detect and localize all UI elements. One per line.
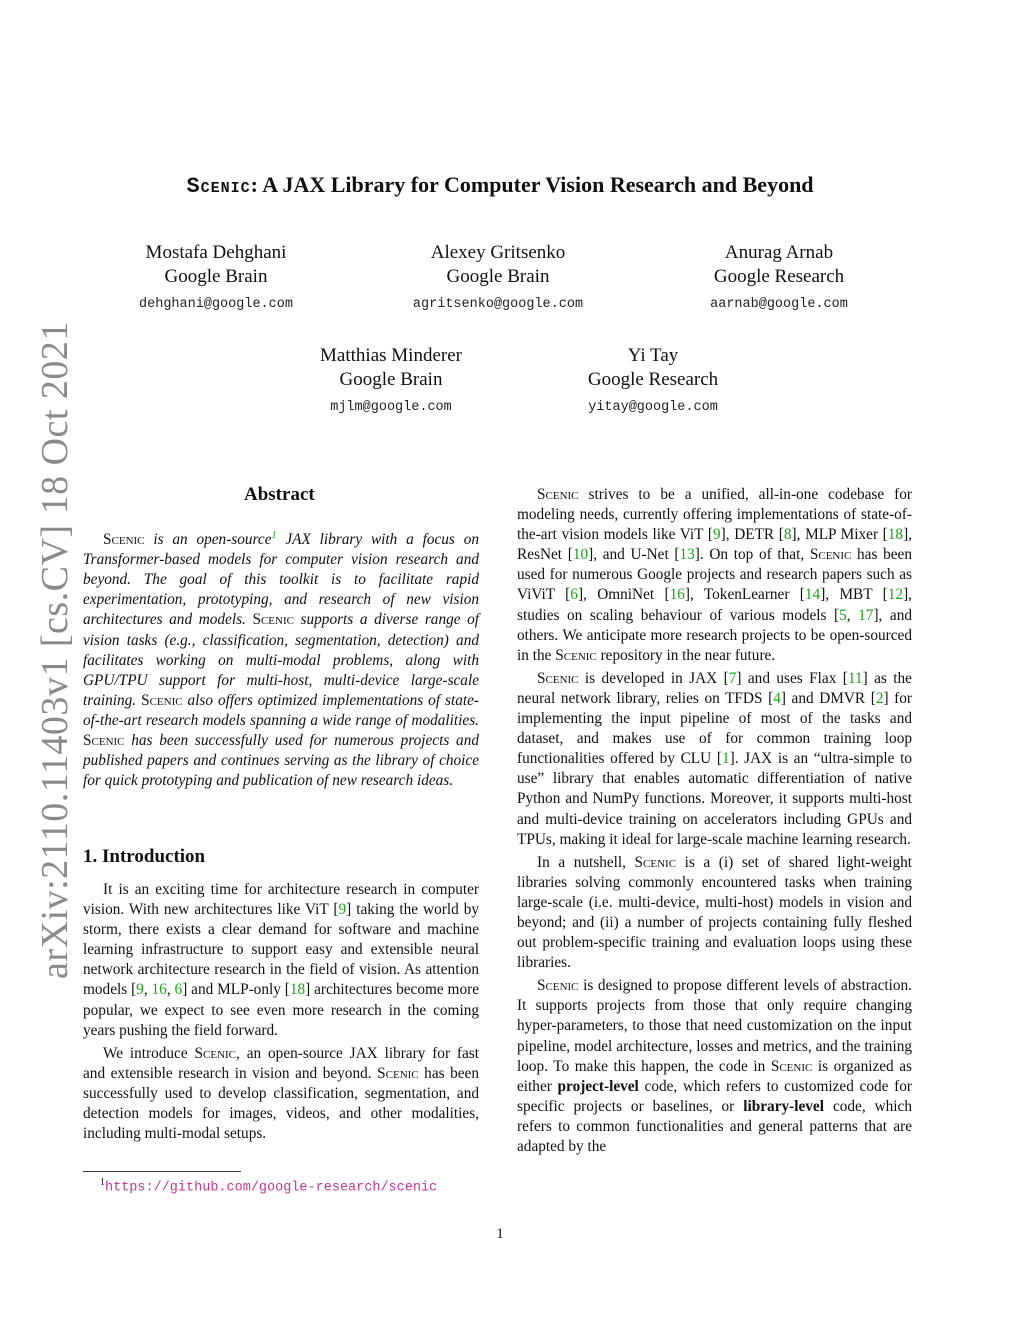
author-email[interactable]: yitay@google.com — [588, 400, 718, 415]
author-affiliation: Google Brain — [339, 369, 443, 390]
cite-18[interactable]: 18 — [289, 981, 306, 999]
cite-6[interactable]: 6 — [570, 586, 578, 604]
introduction-heading: 1. Introduction — [83, 846, 206, 867]
cite-12[interactable]: 12 — [887, 586, 904, 604]
author-email[interactable]: mjlm@google.com — [330, 400, 452, 415]
cite-9[interactable]: 9 — [712, 526, 721, 544]
paper-title — [0, 172, 1000, 199]
author-name: Matthias Minderer — [320, 345, 462, 366]
cite-10[interactable]: 10 — [572, 546, 589, 564]
author-name: Yi Tay — [627, 345, 679, 366]
author-email[interactable]: dehghani@google.com — [139, 297, 293, 312]
cite-13[interactable]: 13 — [679, 546, 695, 564]
right-column-text: Scenic strives to be a unified, all-in-one codebase for modeling needs, currently offering implementations of state-of-the-art vision models like ViT [9], DETR [8], MLP Mixer [18], ResNet [10], and U-Net [13]. On top of that, Scenic has been used for numerous Google projects and research papers such as ViViT [6], OmniNet [16], TokenLearner [14], MBT [12], studies on scaling behaviour of various models [5, 17], and others. We anticipate more research projects to be open-sourced in the Scenic repository in the near future. Scenic is developed in JAX [7] and uses Flax [11] as the neural network library, relies on TFDS [4] and DMVR [2] for implementing the input pipeline of most of the tasks and dataset, and makes use of for common training loop functionalities offered by CLU [1]. JAX is an “ultra-simple to use” library that enables automatic differentiation of native Python and NumPy functions. Moreover, it supports multi-host and multi-device training on accelerators including GPUs and TPUs, making it ideal for large-scale machine learning research. In a nutshell, Scenic is a (i) set of shared light-weight libraries solving commonly encountered tasks when training large-scale (i.e. multi-device, multi-host) models in vision and beyond; and (ii) a number of projects containing fully fleshed out problem-specific training and evaluation loops using these libraries. Scenic is designed to propose different levels of abstraction. It supports projects from those that only require changing hyper-parameters, to those that need customization on the input pipeline, model architecture, losses and metrics, and the training loop. To make this happen, the code in Scenic is organized as either project-level code, which refers to customized code for specific projects or baselines, or library-level code, which refers to common functionalities and general patterns that are adapted by the — [517, 486, 912, 1155]
abstract-text: Scenic is an open-source$^1$ JAX library with a focus on Transformer-based models for computer vision research and beyond. The goal of this toolkit is to facilitate rapid experimentation, prototyping, and research of new vision architectures and models. Scenic supports a diverse range of vision tasks (e.g., classification, segmentation, detection) and facilitates working on multi-modal problems, along with GPU/TPU support for multi-host, multi-device large-scale training. Scenic also offers optimized implementations of state-of-the-art research models spanning a wide range of modalities. Scenic has been successfully used for numerous projects and published papers and continues serving as the library of choice for quick prototyping and publication of new research ideas. — [83, 530, 480, 790]
author-name: Anurag Arnab — [724, 242, 834, 263]
author-affiliation: Google Brain — [164, 266, 268, 287]
cite-14[interactable]: 14 — [804, 586, 821, 604]
author-minderer — [251, 344, 531, 420]
cite-16[interactable]: 16 — [151, 981, 167, 999]
footnote-url[interactable]: https://github.com/google-research/scenic — [105, 1180, 438, 1196]
cite-9[interactable]: 9 — [338, 901, 347, 919]
author-affiliation: Google Research — [587, 369, 719, 390]
author-affiliation: Google Brain — [446, 266, 550, 287]
cite-9[interactable]: 9 — [136, 981, 144, 999]
cite-11[interactable]: 11 — [847, 669, 863, 687]
title-rest: : A JAX Library for Computer Vision Research and Beyond — [250, 172, 814, 197]
cite-17[interactable]: 17 — [858, 606, 874, 624]
introduction-text: It is an exciting time for architecture research in computer vision. With new architectures like ViT [9] taking the world by storm, there exists a clear demand for software and machine learning infrastructure to support easy and extensible neural network architecture research in the field of vision. As attention models [9, 16, 6] and MLP-only [18] architectures become more popular, we expect to see even more research in the coming years pushing the field forward. We introduce Scenic, an open-source JAX library for fast and extensible research in vision and beyond. Scenic has been successfully used to develop classification, segmentation, and detection models for images, videos, and other modalities, including multi-modal setups. — [83, 881, 480, 1143]
cite-16[interactable]: 16 — [669, 586, 685, 604]
cite-5[interactable]: 5 — [839, 606, 847, 624]
cite-4[interactable]: 4 — [773, 689, 781, 707]
author-email[interactable]: agritsenko@google.com — [412, 297, 584, 312]
author-tay — [513, 344, 793, 420]
footnote-mark: 1 — [100, 1177, 105, 1188]
author-affiliation: Google Research — [713, 266, 845, 287]
footnote-rule — [83, 1171, 241, 1172]
footnote — [100, 1177, 437, 1196]
author-email[interactable]: aarnab@google.com — [710, 297, 848, 312]
author-name: Mostafa Dehghani — [145, 242, 287, 263]
author-arnab — [639, 241, 919, 317]
cite-7[interactable]: 7 — [728, 669, 737, 687]
page-number: 1 — [496, 1226, 504, 1242]
abstract-heading: Abstract — [244, 484, 315, 505]
author-name: Alexey Gritsenko — [430, 242, 566, 263]
cite-2[interactable]: 2 — [875, 689, 884, 707]
cite-8[interactable]: 8 — [783, 526, 792, 544]
arxiv-stamp: arXiv:2110.11403v1 [cs.CV] 18 Oct 2021 — [34, 321, 76, 979]
title-scenic: Scenic — [186, 174, 251, 199]
cite-1[interactable]: 1 — [721, 750, 730, 768]
cite-18[interactable]: 18 — [887, 526, 904, 544]
author-dehghani — [76, 241, 356, 317]
author-gritsenko — [358, 241, 638, 317]
cite-6[interactable]: 6 — [174, 981, 183, 999]
